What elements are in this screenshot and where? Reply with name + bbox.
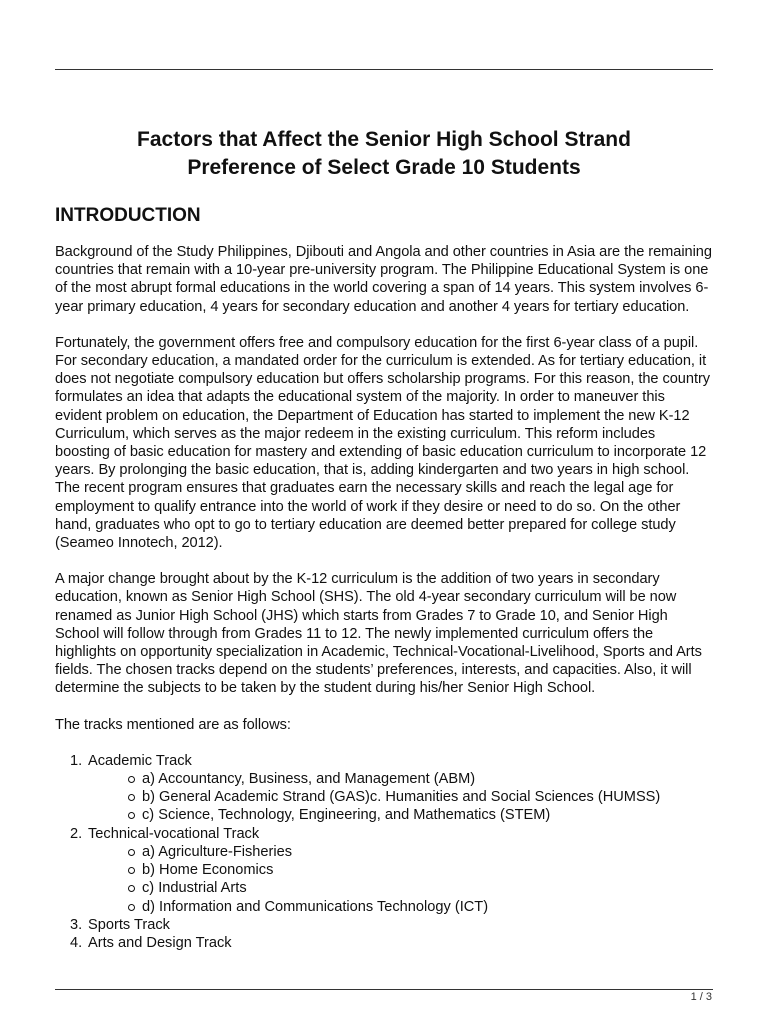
strand-item: c) Industrial Arts (128, 879, 713, 897)
title-line-2: Preference of Select Grade 10 Students (187, 156, 581, 179)
strand-item: b) Home Economics (128, 861, 713, 879)
track-number: 3. (70, 916, 83, 933)
header-rule (55, 69, 713, 70)
document-title (55, 126, 713, 182)
strand-item: c) Science, Technology, Engineering, and Mathematics (STEM) (128, 806, 713, 824)
track-item (55, 934, 713, 952)
track-label: Sports Track (88, 916, 170, 933)
tracks-list (55, 752, 713, 952)
track-subitems (88, 843, 713, 916)
paragraph-tracks-intro: The tracks mentioned are as follows: (55, 716, 291, 733)
strand-item: a) Accountancy, Business, and Management (ABM) (128, 770, 713, 788)
track-number: 1. (70, 752, 83, 769)
track-item (55, 825, 713, 916)
section-heading-introduction: INTRODUCTION (55, 205, 201, 226)
paragraph-k12-change: A major change brought about by the K-12 curriculum is the addition of two years in secondary education, known as Senior High School (SHS). The old 4-year secondary curriculum will be now renamed as Junior High School (JHS) which starts from Grades 7 to Grade 10, and Senior High School will follow through from Grades 11 to 12. The newly implemented curriculum offers the highlights on opportunity specialization in Academic, Technical-Vocational-Livelihood, Sports and Arts fields. The chosen tracks depend on the students’ preferences, interests, and capacities. Also, it will determine the subjects to be taken by the student during his/her Senior High School. (55, 571, 702, 697)
track-label: Technical-vocational Track (88, 825, 260, 842)
track-label: Academic Track (88, 752, 192, 769)
track-subitems (88, 770, 713, 825)
document-page (55, 126, 713, 952)
track-number: 4. (70, 934, 83, 951)
track-label: Arts and Design Track (88, 934, 232, 951)
paragraph-government: Fortunately, the government offers free and compulsory education for the first 6-year class of a pupil. For secondary education, a mandated order for the curriculum is extended. As for tertiary education, it does not negotiate compulsory education but offers scholarship programs. For this reason, the country formulates an idea that adapts the educational system of the majority. In order to maneuver this evident problem on education, the Department of Education has started to implement the new K-12 Curriculum, which serves as the major redeem in the existing curriculum. This reform includes boosting of basic education for mastery and extending of basic education curriculum to incorporate 12 years. By prolonging the basic education, that is, adding kindergarten and two years in high school. The recent program ensures that graduates earn the necessary skills and reach the legal age for employment to qualify entrance into the world of work if they desire or need to do so. On the other hand, graduates who opt to go to tertiary education are deemed better prepared for college study (Seameo Innotech, 2012). (55, 334, 711, 552)
track-number: 2. (70, 825, 83, 842)
strand-item: a) Agriculture-Fisheries (128, 843, 713, 861)
page-indicator: 1 / 3 (690, 991, 712, 1003)
track-item (55, 752, 713, 825)
track-item (55, 916, 713, 934)
footer-rule (55, 989, 713, 990)
strand-item: d) Information and Communications Technology (ICT) (128, 898, 713, 916)
title-line-1: Factors that Affect the Senior High School Strand (137, 128, 631, 151)
paragraph-background: Background of the Study Philippines, Djibouti and Angola and other countries in Asia are the remaining countries that remain with a 10-year pre-university program. The Philippine Educational System is one of the most abrupt formal educations in the world covering a span of 14 years. This system involves 6-year primary education, 4 years for secondary education and another 4 years for tertiary education. (55, 244, 712, 315)
strand-item: b) General Academic Strand (GAS)c. Humanities and Social Sciences (HUMSS) (128, 788, 713, 806)
